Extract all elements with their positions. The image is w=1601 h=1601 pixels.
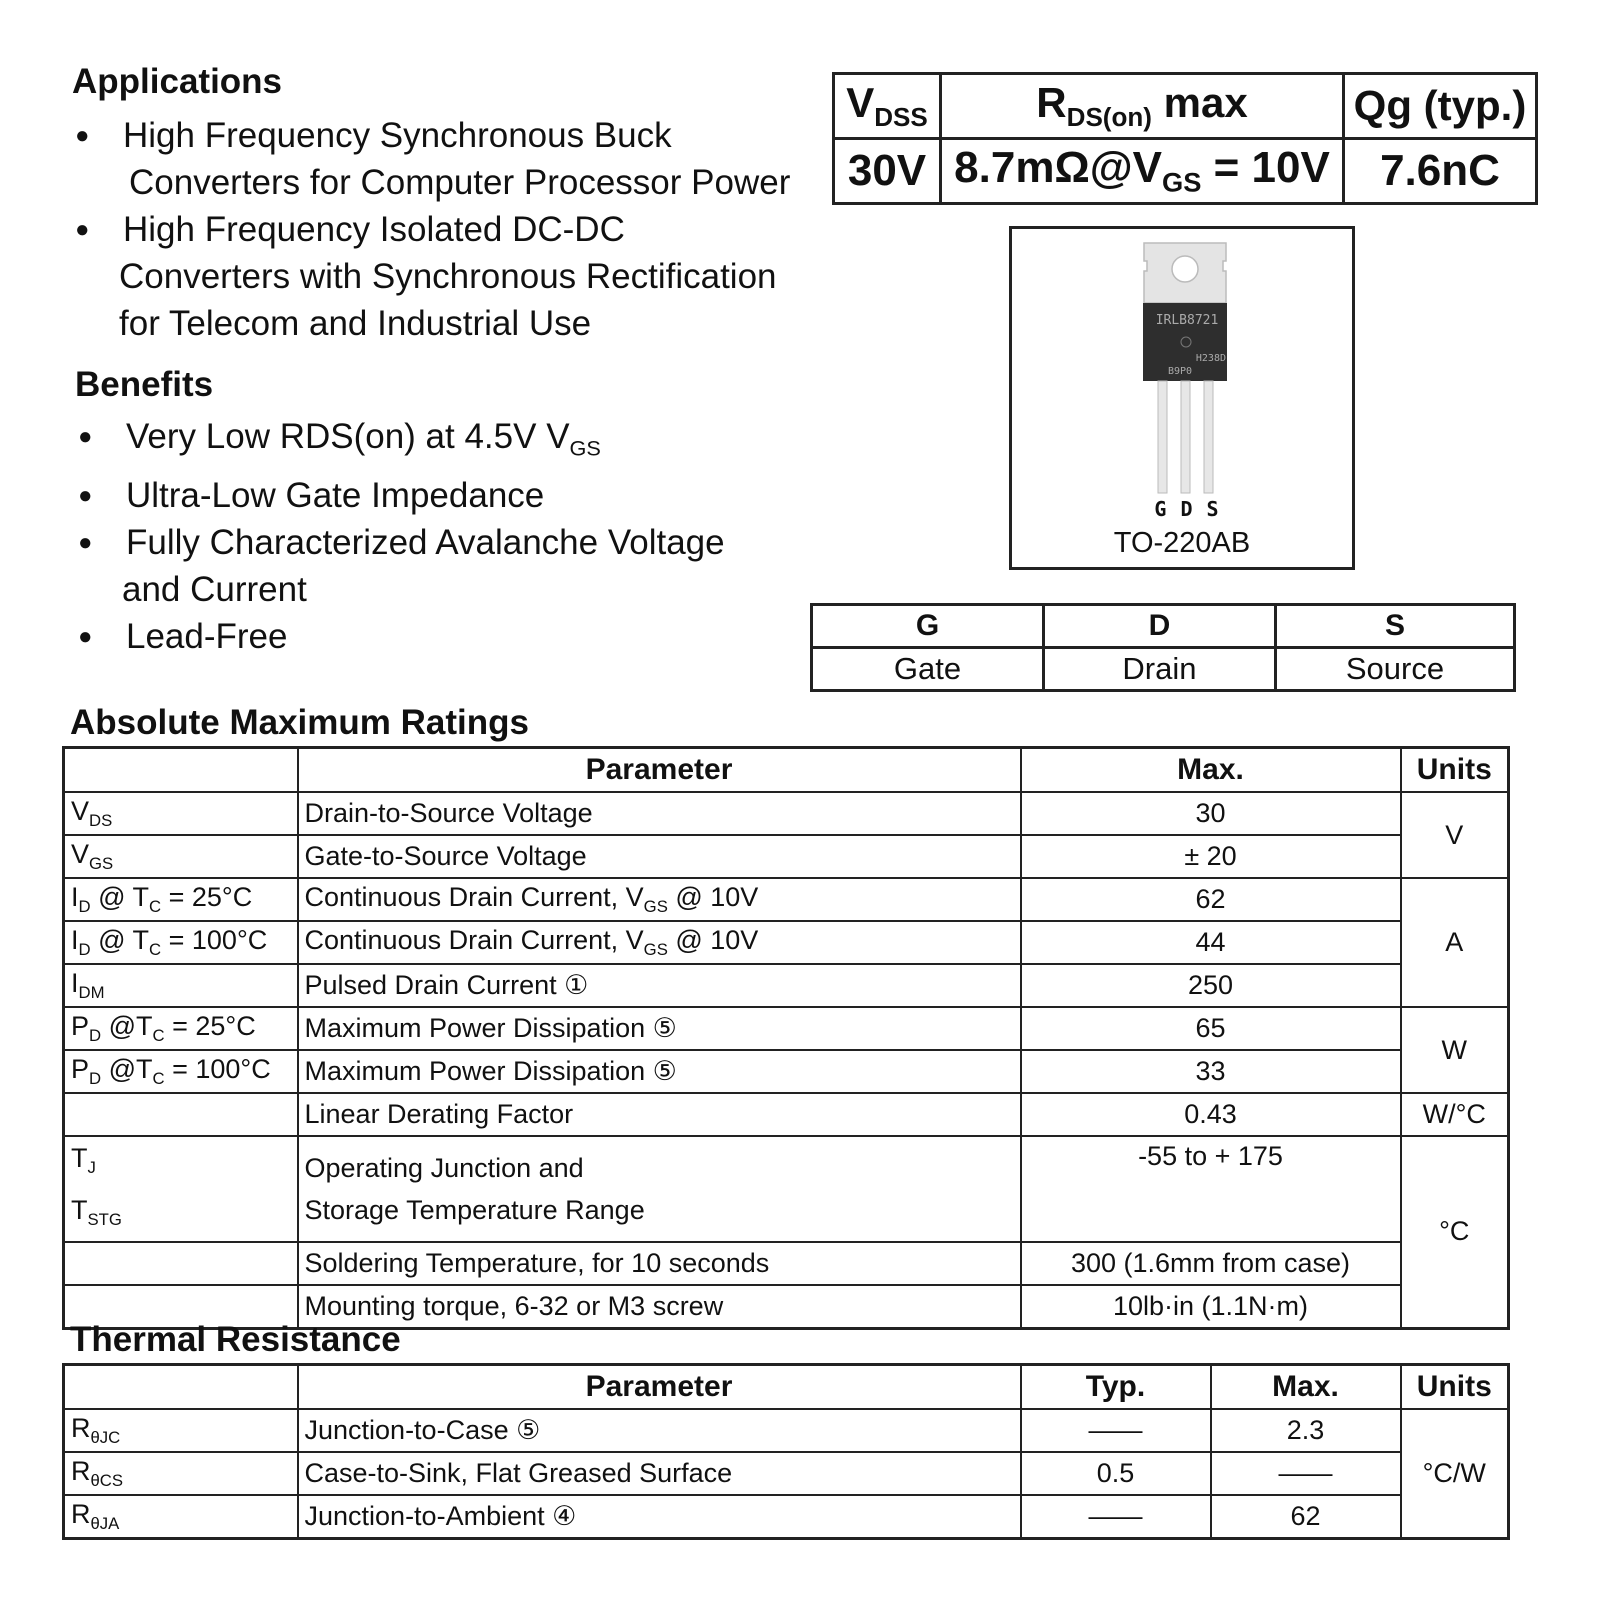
table-row	[64, 1409, 1509, 1452]
table-row	[64, 835, 1509, 878]
thermal-header-symbol	[64, 1365, 298, 1410]
max-cell: 10lb·in (1.1N·m)	[1021, 1285, 1401, 1329]
list-item-text: High Frequency Isolated DC-DC	[123, 210, 625, 249]
max-cell: 62	[1211, 1495, 1401, 1539]
parameter-cell: Mounting torque, 6-32 or M3 screw	[298, 1285, 1021, 1329]
max-cell: ± 20	[1021, 835, 1401, 878]
pin-table	[810, 603, 1516, 692]
pin-header-d: D	[1043, 605, 1275, 648]
thermal-header-typ: Typ.	[1021, 1365, 1211, 1410]
symbol-cell: $V_{GS}$	[64, 835, 298, 878]
symbol-cell: $R_{\theta CS}$	[64, 1452, 298, 1495]
list-item	[78, 613, 818, 660]
code-marking-2: B9P0	[1168, 366, 1193, 377]
rds-value: $8.7m\Omega@V_{GS} = 10V$	[941, 139, 1344, 204]
symbol-cell	[64, 1093, 298, 1136]
list-item	[75, 112, 815, 206]
symbol-cell: $T_J$ $T_{STG}$	[64, 1136, 298, 1242]
thermal-header-parameter: Parameter	[298, 1365, 1021, 1410]
pin-name-source: Source	[1275, 648, 1514, 691]
max-cell: 2.3	[1211, 1409, 1401, 1452]
parameter-cell: Drain-to-Source Voltage	[298, 792, 1021, 835]
vdss-header: $V_{DSS}$	[834, 74, 941, 139]
pin-letters: G D S	[1154, 497, 1220, 521]
benefits-heading: Benefits	[75, 365, 214, 404]
benefits-list	[78, 413, 818, 660]
list-item-text: for Telecom and Industrial Use	[119, 304, 592, 343]
max-cell: 250	[1021, 964, 1401, 1007]
list-item-text: Ultra-Low Gate Impedance	[126, 475, 545, 515]
pin-name-drain: Drain	[1043, 648, 1275, 691]
table-row	[64, 921, 1509, 964]
thermal-header-max: Max.	[1211, 1365, 1401, 1410]
code-marking-1: H238D	[1195, 353, 1226, 364]
pin-header-s: S	[1275, 605, 1514, 648]
pin-header-g: G	[812, 605, 1044, 648]
max-cell: ——	[1211, 1452, 1401, 1495]
parameter-cell: Continuous Drain Current, $V_{GS}$ @ 10V	[298, 878, 1021, 921]
table-row	[64, 1093, 1509, 1136]
symbol-cell: $V_{DS}$	[64, 792, 298, 835]
ratings-header-parameter: Parameter	[298, 748, 1021, 793]
ratings-heading: Absolute Maximum Ratings	[70, 703, 529, 742]
part-number-marking: IRLB8721	[1155, 313, 1219, 328]
pin-name-gate: Gate	[812, 648, 1044, 691]
symbol-cell: $I_{DM}$	[64, 964, 298, 1007]
ratings-header-units: Units	[1401, 748, 1509, 793]
table-row	[64, 1242, 1509, 1285]
list-item	[78, 413, 818, 472]
table-row	[64, 1136, 1509, 1242]
parameter-cell: Gate-to-Source Voltage	[298, 835, 1021, 878]
thermal-table	[62, 1363, 1510, 1540]
ratings-header-max: Max.	[1021, 748, 1401, 793]
units-cell: W/°C	[1401, 1093, 1509, 1136]
typ-cell: ——	[1021, 1409, 1211, 1452]
parameter-cell: Case-to-Sink, Flat Greased Surface	[298, 1452, 1021, 1495]
parameter-cell: Linear Derating Factor	[298, 1093, 1021, 1136]
thermal-heading: Thermal Resistance	[70, 1320, 401, 1359]
units-cell: °C/W	[1401, 1409, 1509, 1539]
ratings-header-symbol	[64, 748, 298, 793]
symbol-cell: $P_D$ $@T_C = 25^\circ C$	[64, 1007, 298, 1050]
list-item-text: High Frequency Synchronous Buck	[123, 116, 672, 155]
max-cell: 33	[1021, 1050, 1401, 1093]
list-item	[78, 519, 818, 613]
parameter-cell: Operating Junction and Storage Temperature Range	[298, 1136, 1021, 1242]
table-row	[64, 792, 1509, 835]
qg-header: Qg (typ.)	[1344, 74, 1537, 139]
symbol-cell: $R_{\theta JC}$	[64, 1409, 298, 1452]
units-cell: °C	[1401, 1136, 1509, 1328]
parameter-cell: Continuous Drain Current, $V_{GS}$ @ 10V	[298, 921, 1021, 964]
units-cell: A	[1401, 878, 1509, 1007]
applications-heading: Applications	[72, 62, 283, 101]
list-item-text: Very Low RDS(on) at 4.5V V	[126, 417, 570, 456]
vdss-value: 30V	[834, 139, 941, 204]
parameter-cell: Pulsed Drain Current ①	[298, 964, 1021, 1007]
max-cell: 300 (1.6mm from case)	[1021, 1242, 1401, 1285]
qg-value: 7.6nC	[1344, 139, 1537, 204]
parameter-cell: Soldering Temperature, for 10 seconds	[298, 1242, 1021, 1285]
key-spec-table	[832, 72, 1538, 205]
applications-list	[75, 112, 815, 347]
max-cell: -55 to + 175	[1021, 1136, 1401, 1242]
symbol-cell: $P_D$ $@T_C = 100^\circ C$	[64, 1050, 298, 1093]
units-cell: W	[1401, 1007, 1509, 1093]
table-row	[64, 964, 1509, 1007]
typ-cell: ——	[1021, 1495, 1211, 1539]
symbol-cell: $I_D$ @ $T_C = 25^\circ C$	[64, 878, 298, 921]
max-cell: 30	[1021, 792, 1401, 835]
parameter-cell: Junction-to-Case ⑤	[298, 1409, 1021, 1452]
package-name: TO-220AB	[1113, 527, 1251, 559]
list-item-text: Fully Characterized Avalanche Voltage	[126, 522, 725, 562]
list-item-text: Lead-Free	[126, 616, 288, 656]
table-row	[64, 1452, 1509, 1495]
list-item	[78, 472, 818, 519]
table-row	[64, 878, 1509, 921]
list-item	[75, 206, 815, 347]
table-row	[64, 1050, 1509, 1093]
parameter-cell: Maximum Power Dissipation ⑤	[298, 1007, 1021, 1050]
thermal-header-units: Units	[1401, 1365, 1509, 1410]
symbol-cell: $R_{\theta JA}$	[64, 1495, 298, 1539]
symbol-cell: $I_D$ @ $T_C = 100^\circ C$	[64, 921, 298, 964]
package-box	[1009, 226, 1355, 570]
list-item-text: and Current	[122, 569, 307, 609]
list-item-text: Converters for Computer Processor Power	[129, 163, 791, 202]
parameter-cell: Junction-to-Ambient ④	[298, 1495, 1021, 1539]
ratings-table	[62, 746, 1510, 1330]
symbol-cell	[64, 1242, 298, 1285]
max-cell: 62	[1021, 878, 1401, 921]
list-item-sub: GS	[569, 435, 601, 461]
rds-header: $R_{DS(on)}$ max	[941, 74, 1344, 139]
max-cell: 44	[1021, 921, 1401, 964]
list-item-text: Converters with Synchronous Rectification	[119, 257, 777, 296]
units-cell: V	[1401, 792, 1509, 878]
table-row	[64, 1495, 1509, 1539]
table-row	[64, 1007, 1509, 1050]
max-cell: 65	[1021, 1007, 1401, 1050]
max-cell: 0.43	[1021, 1093, 1401, 1136]
typ-cell: 0.5	[1021, 1452, 1211, 1495]
parameter-cell: Maximum Power Dissipation ⑤	[298, 1050, 1021, 1093]
